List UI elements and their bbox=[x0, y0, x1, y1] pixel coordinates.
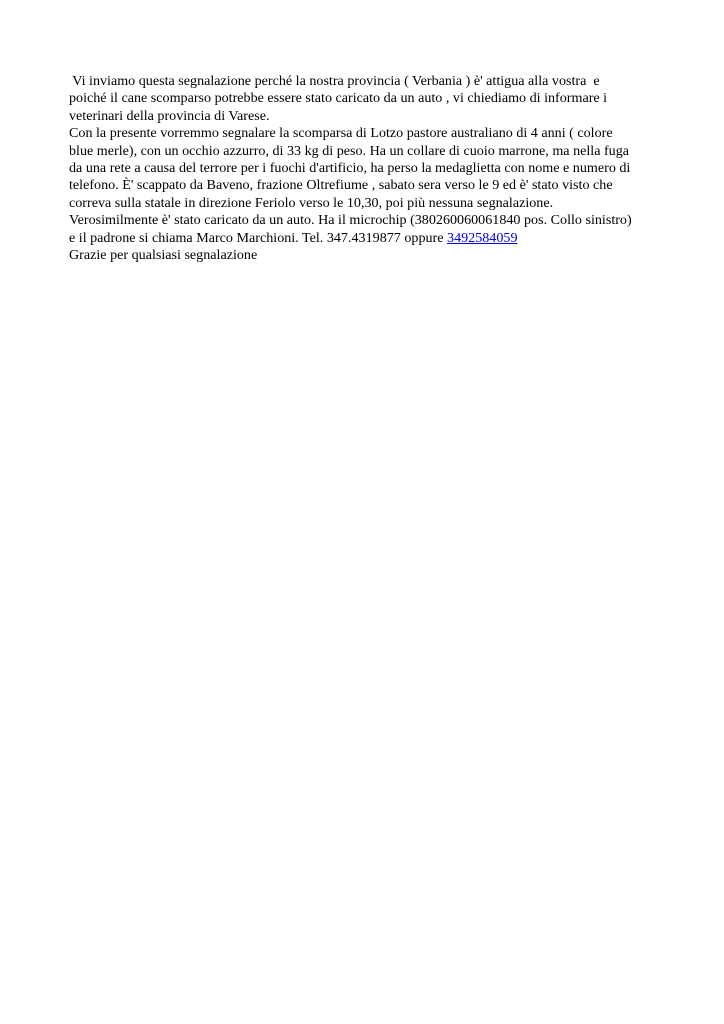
text-line-4: Con la presente vorremmo segnalare la scomparsa di Lotzo pastore australiano di 4 anni ( colore bbox=[69, 125, 613, 142]
closing-line: Grazie per qualsiasi segnalazione bbox=[69, 246, 258, 263]
text-line-7: telefono. È' scappato da Baveno, frazione Oltrefiume , sabato sera verso le 9 ed è' stato visto che bbox=[69, 177, 613, 194]
document-body bbox=[69, 73, 669, 264]
text-line-1: Vi inviamo questa segnalazione perché la nostra provincia ( Verbania ) è' attigua alla vostra e bbox=[69, 73, 600, 89]
text-line-8: correva sulla statale in direzione Feriolo verso le 10,30, poi più nessuna segnalazione. bbox=[69, 194, 554, 211]
text-line-2: poiché il cane scomparso potrebbe essere stato caricato da un auto , vi chiediamo di informare i bbox=[69, 90, 608, 107]
text-line-5: blue merle), con un occhio azzurro, di 33 kg di peso. Ha un collare di cuoio marrone, ma nella fuga bbox=[69, 142, 630, 159]
text-line-10 bbox=[69, 230, 669, 247]
text-line-3: veterinari della provincia di Varese. bbox=[69, 107, 270, 124]
text-line-6: da una rete a causa del terrore per i fuochi d'artificio, ha perso la medaglietta con nome e numero di bbox=[69, 159, 631, 176]
owner-contact-text: e il padrone si chiama Marco Marchioni. Tel. 347.4319877 oppure bbox=[69, 229, 448, 246]
text-line-9: Verosimilmente è' stato caricato da un auto. Ha il microchip (380260060061840 pos. Collo sinistro) bbox=[69, 212, 632, 229]
phone-number-link[interactable]: 3492584059 bbox=[447, 229, 518, 246]
